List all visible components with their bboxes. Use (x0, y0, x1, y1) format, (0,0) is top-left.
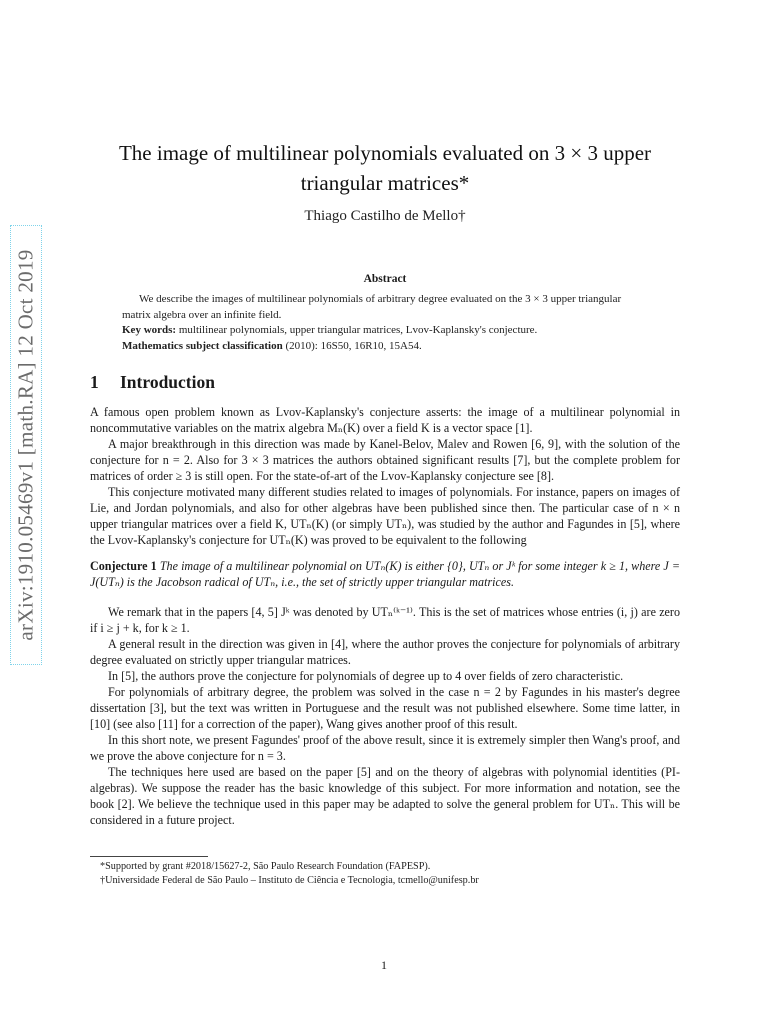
author-name: Thiago Castilho de Mello† (304, 208, 466, 224)
title-line-2: triangular matrices* (300, 171, 470, 195)
arxiv-stamp-text: arXiv:1910.05469v1 [math.RA] 12 Oct 2019 (13, 249, 38, 641)
msc-text: (2010): 16S50, 16R10, 15A54. (282, 339, 422, 352)
section-title: Introduction (120, 372, 215, 392)
section-number: 1 (90, 372, 99, 392)
page-number: 1 (381, 958, 387, 972)
keywords-label: Key words: (122, 324, 177, 336)
msc-label: Mathematics subject classification (122, 339, 283, 352)
paragraph: A famous open problem known as Lvov-Kaplansky's conjecture asserts: the image of a multilinear polynomial in noncommutative variables on the matrix algebra Mₙ(K) over a field K is a vector space [1]. (90, 405, 680, 435)
title-line-1: The image of multilinear polynomials evaluated on 3 × 3 upper (118, 141, 652, 165)
footnote-divider (90, 856, 208, 857)
paragraph: This conjecture motivated many different studies related to images of polynomials. For instance, papers on images of Lie, and Jordan polynomials, and also for other algebras have been published since then. The particular case of n × n upper triangular matrices over a field K, UTₙ(K) (or simply UTₙ), was studied by the author and Fagundes in [5], where the Lvov-Kaplansky's conjecture for UTₙ(K) was proved to be equivalent to the following (90, 485, 680, 547)
paragraph: In [5], the authors prove the conjecture for polynomials of degree up to 4 over fields of zero characteristic. (108, 669, 624, 683)
conjecture-label: Conjecture 1 (90, 559, 157, 573)
keywords-text: multilinear polynomials, upper triangular matrices, Lvov-Kaplansky's conjecture. (176, 324, 538, 336)
footnote-affiliation: †Universidade Federal de São Paulo – Instituto de Ciência e Tecnologia, tcmello@unifesp.br (100, 875, 479, 886)
arxiv-stamp[interactable] (10, 225, 42, 665)
footnotes (100, 860, 680, 888)
body-text (90, 404, 680, 828)
msc-line (122, 339, 650, 355)
paragraph: A major breakthrough in this direction was made by Kanel-Belov, Malev and Rowen [6, 9], with the solution of the conjecture for n = 2. Also for 3 × 3 matrices the authors obtained significant results [7], but the complete problem for matrices of order ≥ 3 is still open. For the state-of-art of the Lvov-Kaplansky conjecture see [8]. (90, 437, 680, 483)
paragraph: A general result in the direction was given in [4], where the author proves the conjecture for polynomials of arbitrary degree evaluated on strictly upper triangular matrices. (90, 637, 680, 667)
paper-title (100, 138, 670, 198)
paragraph: For polynomials of arbitrary degree, the problem was solved in the case n = 2 by Fagundes in his master's degree dissertation [3], but the text was written in Portuguese and the result was not published elsewhere. Some time latter, in [10] (see also [11] for a correction of the paper), Wang gives another proof of this result. (90, 685, 680, 731)
paragraph: In this short note, we present Fagundes' proof of the above result, since it is extremely simpler then Wang's proof, and we prove the above conjecture for n = 3. (90, 733, 680, 763)
paragraph: The techniques here used are based on the paper [5] and on the theory of algebras with polynomial identities (PI-algebras). We suppose the reader has the basic knowledge of this subject. For more information and notation, see the book [2]. We believe the technique used in this paper may be adapted to solve the general problem for UTₙ. This will be considered in a future project. (90, 765, 680, 827)
paragraph: We remark that in the papers [4, 5] Jᵏ was denoted by UTₙ⁽ᵏ⁻¹⁾. This is the set of matrices whose entries (i, j) are zero if i ≥ j + k, for k ≥ 1. (90, 605, 680, 635)
conjecture-text: The image of a multilinear polynomial on UTₙ(K) is either {0}, UTₙ or Jᵏ for some integer k ≥ 1, where J = J(UTₙ) is the Jacobson radical of UTₙ, i.e., the set of strictly upper triangular matrices. (90, 559, 680, 589)
keywords-line (122, 323, 650, 339)
section-heading (90, 372, 215, 393)
footnote-funding: *Supported by grant #2018/15627-2, São Paulo Research Foundation (FAPESP). (100, 861, 431, 872)
conjecture-block (90, 558, 680, 590)
abstract-block (122, 292, 650, 354)
abstract-text: We describe the images of multilinear polynomials of arbitrary degree evaluated on the 3 × 3 upper triangular matrix algebra over an infinite field. (122, 293, 622, 321)
abstract-heading: Abstract (363, 273, 407, 285)
